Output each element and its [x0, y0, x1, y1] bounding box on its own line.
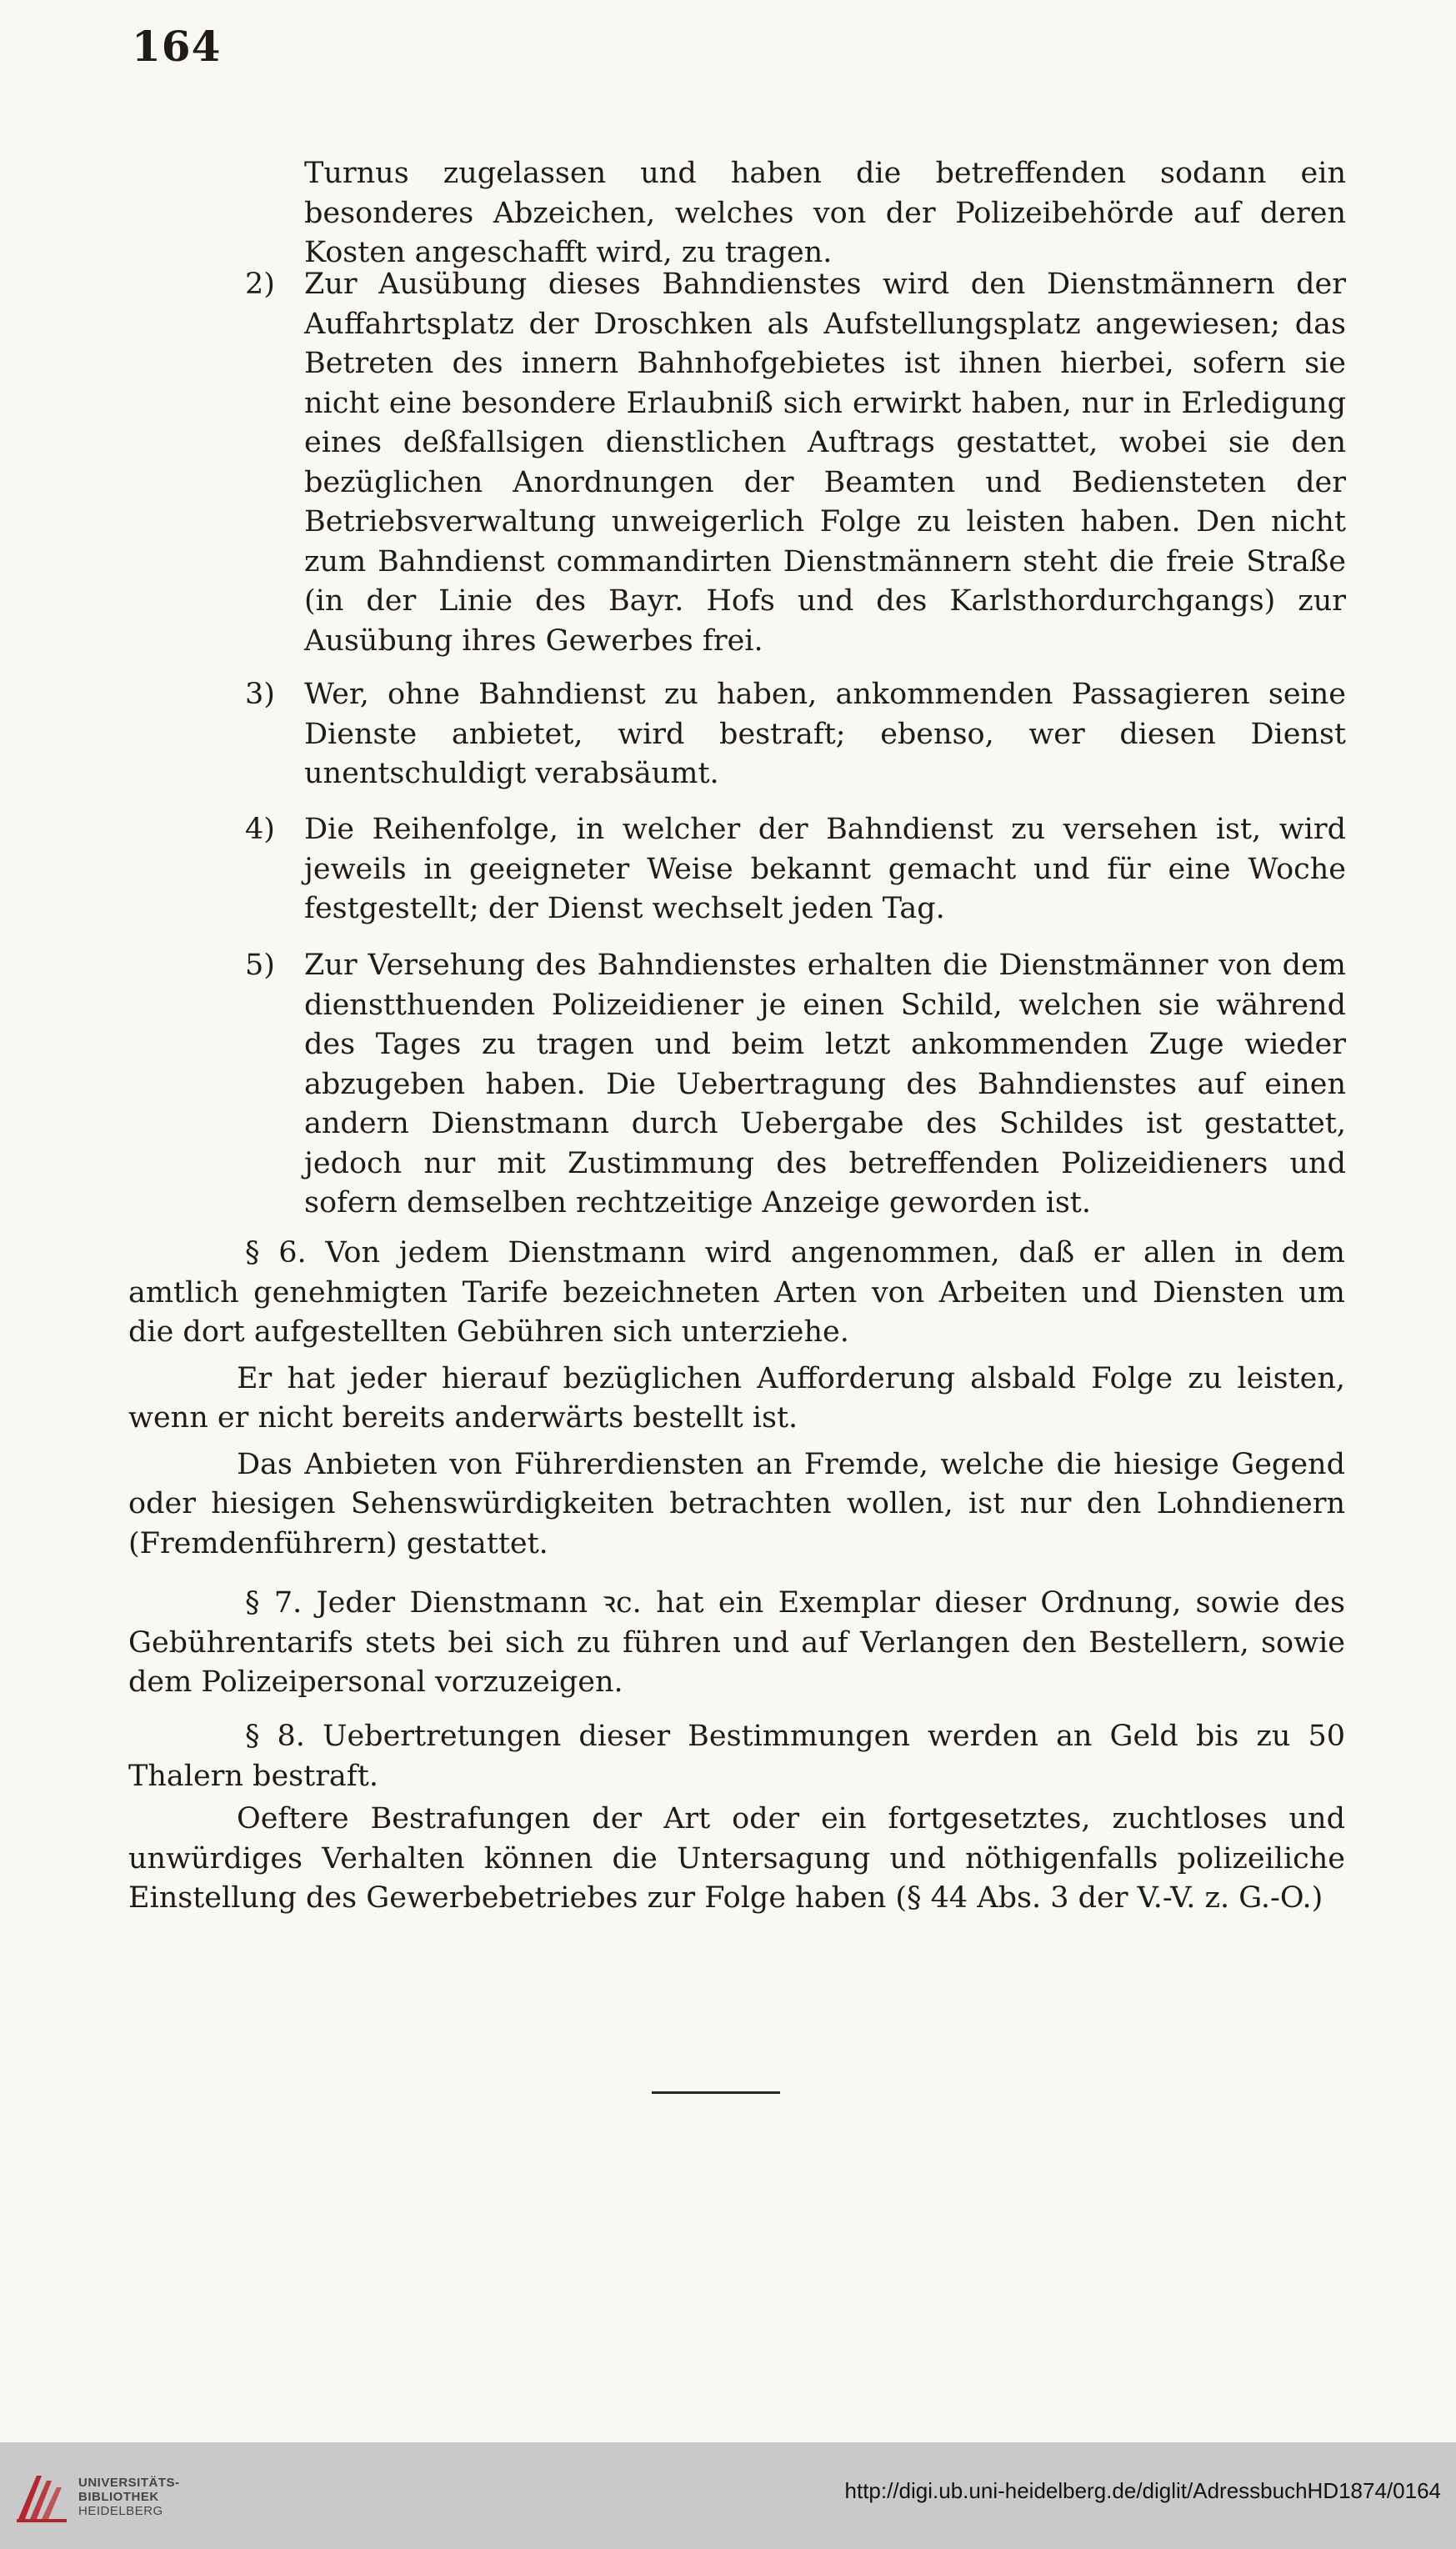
section-6-paragraph-2: Er hat jeder hierauf bezüglichen Aufforderung alsbald Folge zu leisten, wenn er nicht bereits anderwärts bestellt ist.	[128, 1361, 1345, 1435]
section-6-paragraph-3: Das Anbieten von Führerdiensten an Fremde, welche die hiesige Gegend oder hiesigen Sehenswürdigkeiten betrachten wollen, ist nur den Lohndienern (Fremdenführern) gestattet.	[128, 1447, 1345, 1560]
section-7-paragraph: § 7. Jeder Dienstmann ꝛc. hat ein Exemplar dieser Ordnung, sowie des Gebührentarifs stets bei sich zu führen und auf Verlangen den Bestellern, sowie dem Polizeipersonal vorzuzeigen.	[128, 1586, 1345, 1699]
list-item-text: Wer, ohne Bahndienst zu haben, ankommenden Passagieren seine Dienste anbietet, wird bestraft; ebenso, wer diesen Dienst unentschuldigt verabsäumt.	[304, 678, 1346, 790]
continuation-text: Turnus zugelassen und haben die betreffenden sodann ein besonderes Abzeichen, welches von der Polizeibehörde auf deren Kosten angeschafft wird, zu tragen.	[304, 157, 1346, 269]
section-8-paragraph-2: Oeftere Bestrafungen der Art oder ein fortgesetztes, zuchtloses und unwürdiges Verhalten können die Untersagung und nöthigenfalls polizeiliche Einstellung des Gewerbebetriebes zur Folge haben (§ 44 Abs. 3 der V.-V. z. G.-O.)	[128, 1802, 1345, 1915]
list-item-text: Die Reihenfolge, in welcher der Bahndienst zu versehen ist, wird jeweils in geeigneter Weise bekannt gemacht und für eine Woche festgestellt; der Dienst wechselt jeden Tag.	[304, 813, 1346, 925]
section-8	[128, 1717, 1345, 1919]
list-item-number: 4)	[245, 813, 275, 846]
list-item-text: Zur Versehung des Bahndienstes erhalten die Dienstmänner von dem dienstthuenden Polizeidiener je einen Schild, welchen sie während des Tages zu tragen und beim letzt ankommenden Zuge wieder abzugeben haben. Die Uebertragung des Bahndienstes auf einen andern Dienstmann durch Uebergabe des Schildes ist gestattet, jedoch nur mit Zustimmung des betreffenden Polizeidieners und sofern demselben rechtzeitige Anzeige geworden ist.	[304, 949, 1346, 1219]
library-name-line-3: HEIDELBERG	[78, 2504, 163, 2518]
section-6	[128, 1234, 1345, 1564]
list-item-text: Zur Ausübung dieses Bahndienstes wird den Dienstmännern der Auffahrtsplatz der Droschken als Aufstellungsplatz angewiesen; das Betreten des innern Bahnhofgebietes ist ihnen hierbei, sofern sie nicht eine besondere Erlaubniß sich erwirkt haben, nur in Erledigung eines deßfallsigen dienstlichen Auftrags gestattet, wobei sie den bezüglichen Anordnungen der Beamten und Bediensteten der Betriebsverwaltung unweigerlich Folge zu leisten haben. Den nicht zum Bahndienst commandirten Dienstmännern steht die freie Straße (in der Linie des Bayr. Hofs und des Karlsthordurchgangs) zur Ausübung ihres Gewerbes frei.	[304, 268, 1346, 658]
source-url[interactable]: http://digi.ub.uni-heidelberg.de/diglit/AdressbuchHD1874/0164	[844, 2478, 1441, 2503]
library-logo-icon	[12, 2469, 72, 2529]
library-name	[78, 2476, 180, 2518]
library-name-line-2: BIBLIOTHEK	[78, 2490, 159, 2504]
list-item-number: 2)	[245, 268, 275, 301]
section-7	[128, 1584, 1345, 1703]
page-number: 164	[132, 22, 222, 71]
library-name-line-1: UNIVERSITÄTS-	[78, 2476, 180, 2490]
section-8-paragraph-1: § 8. Uebertretungen dieser Bestimmungen werden an Geld bis zu 50 Thalern bestraft.	[128, 1720, 1345, 1793]
section-6-paragraph-1: § 6. Von jedem Dienstmann wird angenommen, daß er allen in dem amtlich genehmigten Tarife bezeichneten Arten von Arbeiten und Diensten um die dort aufgestellten Gebühren sich unterziehe.	[128, 1236, 1345, 1349]
list-item-number: 5)	[245, 949, 275, 982]
end-divider	[652, 2091, 780, 2094]
footer-bar	[0, 2442, 1456, 2549]
list-item-number: 3)	[245, 678, 275, 711]
